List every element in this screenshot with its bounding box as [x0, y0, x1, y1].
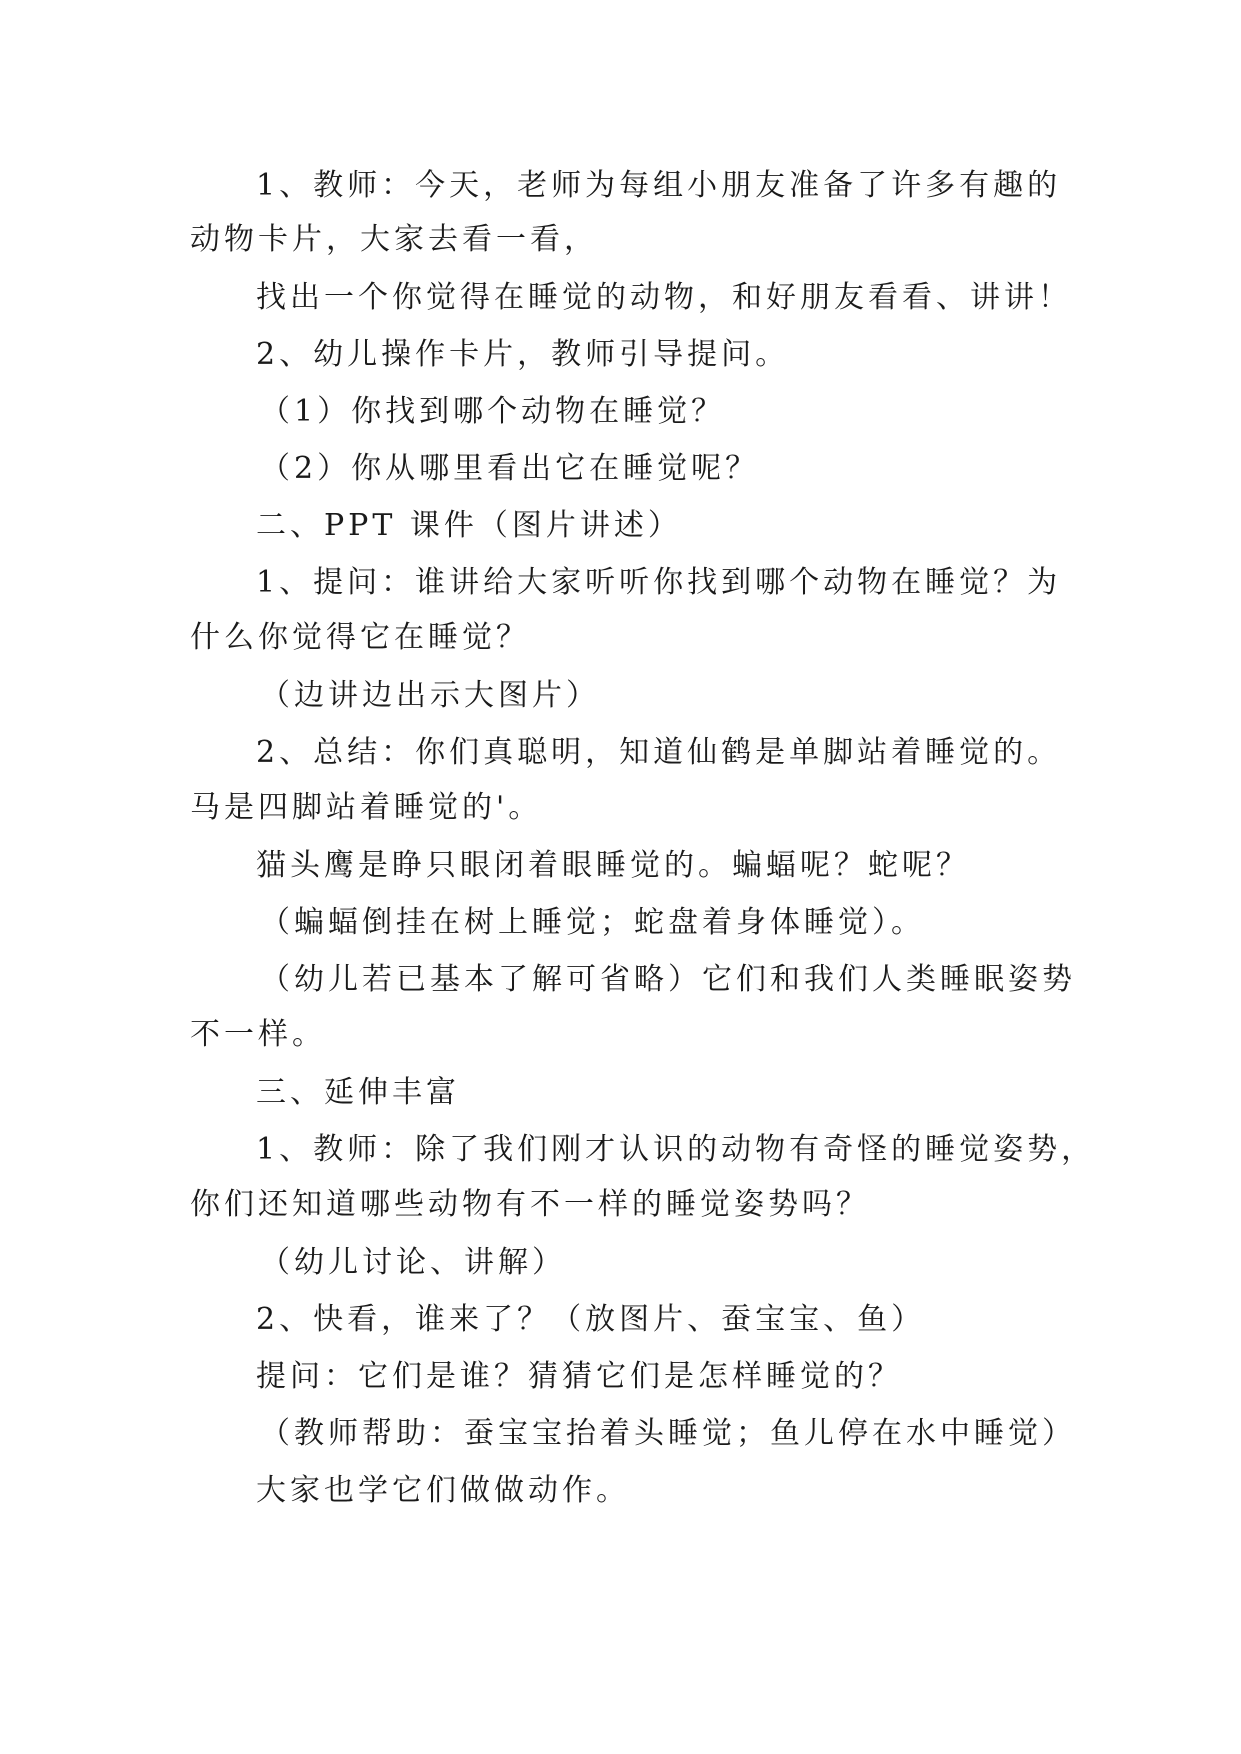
paragraph-line: 不一样。 — [190, 1017, 326, 1052]
paragraph-line: 提问：它们是谁？猜猜它们是怎样睡觉的？ — [256, 1359, 902, 1394]
question-line: （1）你找到哪个动物在睡觉？ — [260, 394, 726, 429]
question-line: （2）你从哪里看出它在睡觉呢？ — [260, 451, 760, 486]
note-line: （幼儿讨论、讲解） — [260, 1245, 566, 1280]
paragraph-line: 1、提问：谁讲给大家听听你找到哪个动物在睡觉？为 — [256, 565, 1062, 600]
paragraph-line: 猫头鹰是睁只眼闭着眼睡觉的。蝙蝠呢？蛇呢？ — [256, 848, 970, 883]
note-line: （教师帮助：蚕宝宝抬着头睡觉；鱼儿停在水中睡觉） — [260, 1416, 1076, 1451]
paragraph-line: 1、教师：今天，老师为每组小朋友准备了许多有趣的 — [256, 168, 1062, 203]
paragraph-line: （幼儿若已基本了解可省略）它们和我们人类睡眠姿势 — [260, 962, 1076, 997]
paragraph-line: 1、教师：除了我们刚才认识的动物有奇怪的睡觉姿势， — [256, 1132, 1096, 1167]
section-heading: 三、延伸丰富 — [256, 1075, 460, 1110]
paragraph-line: 2、总结：你们真聪明，知道仙鹤是单脚站着睡觉的。 — [256, 735, 1062, 770]
paragraph-line: 找出一个你觉得在睡觉的动物，和好朋友看看、讲讲！ — [256, 280, 1072, 315]
paragraph-line: 马是四脚站着睡觉的'。 — [190, 790, 543, 825]
paragraph-line: 2、快看，谁来了？（放图片、蚕宝宝、鱼） — [256, 1302, 926, 1337]
paragraph-line: 什么你觉得它在睡觉？ — [190, 620, 530, 655]
paragraph-line: 大家也学它们做做动作。 — [256, 1473, 630, 1508]
paragraph-line: 你们还知道哪些动物有不一样的睡觉姿势吗？ — [190, 1187, 870, 1222]
note-line: （蝙蝠倒挂在树上睡觉；蛇盘着身体睡觉）。 — [260, 905, 925, 940]
note-line: （边讲边出示大图片） — [260, 678, 600, 713]
paragraph-line: 2、幼儿操作卡片，教师引导提问。 — [256, 337, 790, 372]
paragraph-line: 动物卡片，大家去看一看， — [190, 222, 598, 257]
section-heading: 二、PPT 课件（图片讲述） — [256, 508, 682, 543]
